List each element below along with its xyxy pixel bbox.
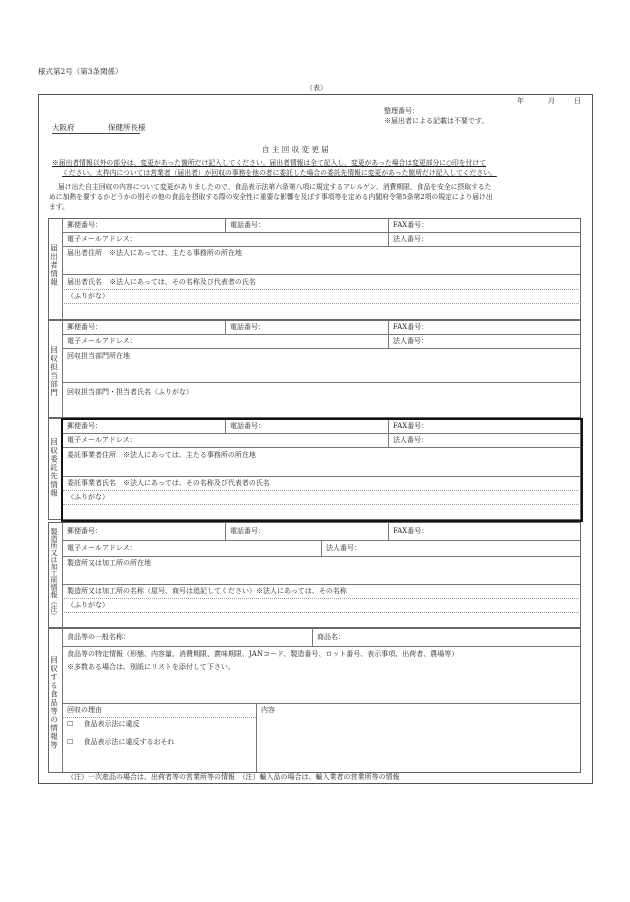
reason-option-possible-violation[interactable]: [67, 739, 175, 746]
recall-dept-fax-label: FAX番号：: [393, 323, 429, 331]
factory-email-label: 電子メールアドレス：: [67, 544, 137, 552]
factory-heading: 製造所又は加工所情報（注）: [50, 528, 58, 619]
notifier-address-label: 届出者住所 ※法人にあっては、主たる事務所の所在地: [67, 249, 242, 257]
checkbox-icon[interactable]: ☐: [67, 738, 74, 746]
contractor-fax-label: FAX番号：: [393, 422, 429, 430]
notifier-fax-label: FAX番号：: [393, 221, 429, 229]
notice-line-1: ※届出者情報以外の部分は、変更があった箇所だけ記入してください。届出者情報は全て記入し、変更があった場合は変更部分に○印を付けて: [52, 159, 486, 167]
addressee-prefecture: 大阪府: [52, 123, 75, 132]
contractor-name-label: 委託事業者氏名 ※法人にあっては、その名称及び代表者の氏名: [67, 479, 270, 487]
reason-option-label: 食品表示法に違反: [83, 720, 140, 728]
product-general-name-label: 食品等の一般名称：: [67, 633, 130, 641]
reason-option-violation[interactable]: [67, 721, 140, 728]
side-label: （表）: [306, 84, 327, 92]
reason-label: 回収の理由: [67, 706, 102, 714]
notifier-name-label: 届出者氏名 ※法人にあっては、その名称及び代表者の氏名: [67, 278, 256, 286]
notifier-postal-label: 郵便番号：: [67, 221, 102, 229]
form-number: 様式第2号（第3条関係）: [38, 67, 123, 76]
product-heading: 回収する食品等の情報等: [49, 656, 59, 750]
recall-dept-corp-no-label: 法人番号：: [393, 337, 428, 345]
intro-line-1: 届け出た自主回収の内容について変更がありましたので、食品表示法第六条第八項に規定するアレルゲン、消費期限、食品を安全に摂取するた: [58, 183, 492, 191]
footnote: （注）一次産品の場合は、出荷者等の営業所等の情報 （注）輸入品の場合は、輸入業者の営業所等の情報: [67, 773, 400, 781]
addressee-office: 保健所長様: [108, 123, 146, 132]
reference-number-label: 整理番号：: [384, 107, 419, 115]
reason-option-label: 食品表示法に違反するおそれ: [83, 738, 175, 746]
content-label: 内容: [261, 706, 275, 714]
factory-corp-no-label: 法人番号：: [326, 544, 361, 552]
contractor-furigana-label: （ふりがな）: [67, 493, 109, 501]
date-month: 月: [548, 97, 555, 105]
date-day: 日: [574, 97, 581, 105]
intro-line-2: めに加熱を要するかどうかの別その他の食品を摂取する際の安全性に重要な影響を及ぼす事項等を定める内閣府令第5条第2項の規定により届け出: [49, 193, 493, 201]
product-specific-info-label: 食品等の特定情報（形態、内容量、消費期限、賞味期限、JANコード、製造番号、ロット番号、表示事項、出荷者、農場等）: [67, 650, 459, 658]
intro-line-3: ます。: [49, 203, 69, 211]
factory-furigana-label: （ふりがな）: [67, 601, 109, 609]
contractor-address-label: 委託事業者住所 ※法人にあっては、主たる事務所の所在地: [67, 451, 256, 459]
contractor-phone-label: 電話番号：: [230, 422, 265, 430]
date-year: 年: [517, 97, 524, 105]
contractor-corp-no-label: 法人番号：: [393, 436, 428, 444]
notifier-furigana-label: （ふりがな）: [67, 292, 109, 300]
notifier-corp-no-label: 法人番号：: [393, 235, 428, 243]
recall-dept-email-label: 電子メールアドレス：: [67, 337, 137, 345]
contractor-email-label: 電子メールアドレス：: [67, 436, 137, 444]
factory-phone-label: 電話番号：: [230, 527, 265, 535]
recall-dept-address-label: 回収担当部門所在地: [67, 352, 130, 360]
product-multiple-note: ※多数ある場合は、別紙にリストを添付して下さい。: [67, 663, 235, 671]
page-title: 自 主 回 収 変 更 届: [262, 145, 329, 154]
notifier-phone-label: 電話番号：: [230, 221, 265, 229]
factory-fax-label: FAX番号：: [393, 527, 429, 535]
contractor-postal-label: 郵便番号：: [67, 422, 102, 430]
checkbox-icon[interactable]: ☐: [67, 720, 74, 728]
recall-dept-postal-label: 郵便番号：: [67, 323, 102, 331]
recall-dept-name-label: 回収担当部門・担当者氏名（ふりがな）: [67, 388, 193, 396]
notifier-heading: 届出者情報: [49, 244, 59, 287]
notifier-section: [48, 218, 581, 320]
factory-postal-label: 郵便番号：: [67, 527, 102, 535]
notifier-email-label: 電子メールアドレス：: [67, 235, 137, 243]
contractor-heading: 回収委託先情報: [49, 438, 59, 498]
factory-name-label: 製造所又は加工所の名称（屋号、商号は追記してください）※法人にあっては、その名称: [67, 587, 347, 595]
product-name-label: 商品名：: [317, 633, 345, 641]
recall-dept-heading: 回収担当部門: [49, 346, 59, 397]
reference-number-note: ※届出者による記載は不要です。: [384, 117, 489, 125]
factory-address-label: 製造所又は加工所の所在地: [67, 559, 151, 567]
notice-line-2: ください。太枠内については営業者（届出者）が回収の事務を他の者に委託した場合の委託先情報に変更があった箇所だけ記入してください。: [62, 169, 497, 177]
recall-dept-phone-label: 電話番号：: [230, 323, 265, 331]
